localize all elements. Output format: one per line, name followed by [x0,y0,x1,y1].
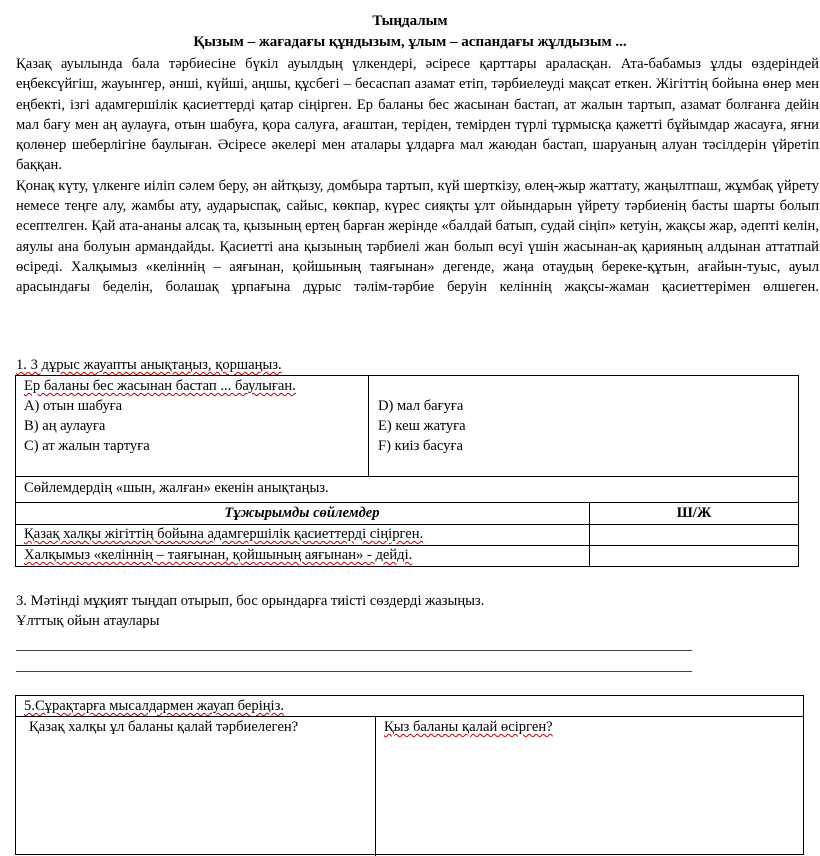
task2-statement-1: Қазақ халқы жігіттің бойына адамгершілік қасиеттерді сіңірген. [24,526,424,542]
option-a[interactable]: A) отын шабуға [24,398,123,414]
option-d[interactable]: D) мал бағуға [378,398,464,414]
listening-text [16,54,819,298]
task5-question-left: Қазақ халқы ұл баланы қалай тәрбиелеген? [29,719,299,735]
task5-question-right: Қыз баланы қалай өсірген? [384,719,553,735]
text-paragraph-1: Қазақ ауылында бала тәрбиесіне бүкіл ауылдың үлкендері, әсіресе қарттары араласқан. Ата-бабамыз ұлды өздеріндей еңбексүйгіш, жауынгер, әнші, күйші, аңшы, құсбегі – бесаспап азамат етіп, тәрбиелеуді мақсат еткен. Жігіттің бойына өнер мен еңбекті, ізгі адамгершілік қасиеттерді қатар сіңірген. Ер баланы бес жасынан бастап, ат жалын тартып, азамат болғанға дейін мал бағу мен аң аулауға, отын шабуға, қора салуға, ағаштан, теріден, темірден түрлі тұрмысқа қажетті бұйымдар жасауға, яғни қолөнер шеберлігіне баулыған. Әсіресе әкелері мен аталары ұлдарға мал жаюдан бастап, шаруаның алуан тәсілдерін үйретіп баққан. [16,56,819,174]
option-e[interactable]: E) кеш жатуға [378,418,466,434]
page-subtitle: Қызым – жағадағы құндызым, ұлым – аспандағы жұлдызым ... [193,34,627,50]
task5-answer-area-left[interactable] [16,740,374,845]
page-title: Тыңдалым [372,13,448,29]
task3-label: Ұлттық ойын атаулары [16,613,160,629]
option-b[interactable]: B) аң аулауға [24,418,106,434]
task5-heading: 5.Сұрақтарға мысалдармен жауап беріңіз. [24,698,285,714]
task2-answer-cell-1[interactable] [590,525,798,544]
answer-line-2[interactable] [16,671,692,672]
option-f[interactable]: F) киіз басуға [378,438,463,454]
option-c[interactable]: C) ат жалын тартуға [24,438,150,454]
task2-statement-2: Халқымыз «келіннің – таяғынан, қойшының аяғынан» - дейді. [24,547,413,563]
task3-heading: 3. Мәтінді мұқият тыңдап отырып, бос орындарға тиісті сөздерді жазыңыз. [16,593,485,609]
text-paragraph-2: Қонақ күту, үлкенге иіліп сәлем беру, ән айтқызу, домбыра тартып, күй шерткізу, өлең-жыр жаттату, жаңылтпаш, жұмбақ үйрету немесе теңге алу, жамбы ату, аударыспақ, сайыс, көкпар, күрес сияқты ұлт ойындарын үйрету тәрбиенің басты шарты болып есептелген. Қай ата-ананы алсақ та, қызының ертең барған жерінде «балдай батып, судай сіңіп» кетуін, жақсы жар, әдепті келін, аяулы ана болуын армандайды. Қасиетті ана қызының тәрбиелі жан болып өсуі үшін жасынан-ақ қарияның алдынан аттатпай өсіреді. Халқымыз «келіннің – аяғынан, қойшының таяғынан» дегенде, жаңа отаудың береке-құтын, ағайын-туыс, ауыл арасындағы беделін, болашақ ұрпағына дұрыс тәлім-тәрбие беруін келіннің жақсы-жаман қасиеттерімен өлшеген. [16,177,819,296]
task1-row-divider [15,476,799,477]
task2-header-divider [15,502,799,503]
task1-question: Ер баланы бес жасынан бастап ... баулыған. [24,378,296,394]
task5-answer-area-right[interactable] [376,740,803,845]
task1-column-divider [368,375,369,477]
task2-answer-cell-2[interactable] [590,546,798,565]
task5-header-divider [15,716,804,717]
task1-heading: 1. 3 дұрыс жауапты анықтаңыз, қоршаңыз. [16,357,282,373]
task2-column-header-tf: Ш/Ж [676,505,712,521]
answer-line-1[interactable] [16,650,692,651]
task2-column-header-statements: Тұжырымды сөйлемдер [224,505,380,521]
task2-instruction: Сөйлемдердің «шын, жалған» екенін анықтаңыз. [24,480,329,496]
